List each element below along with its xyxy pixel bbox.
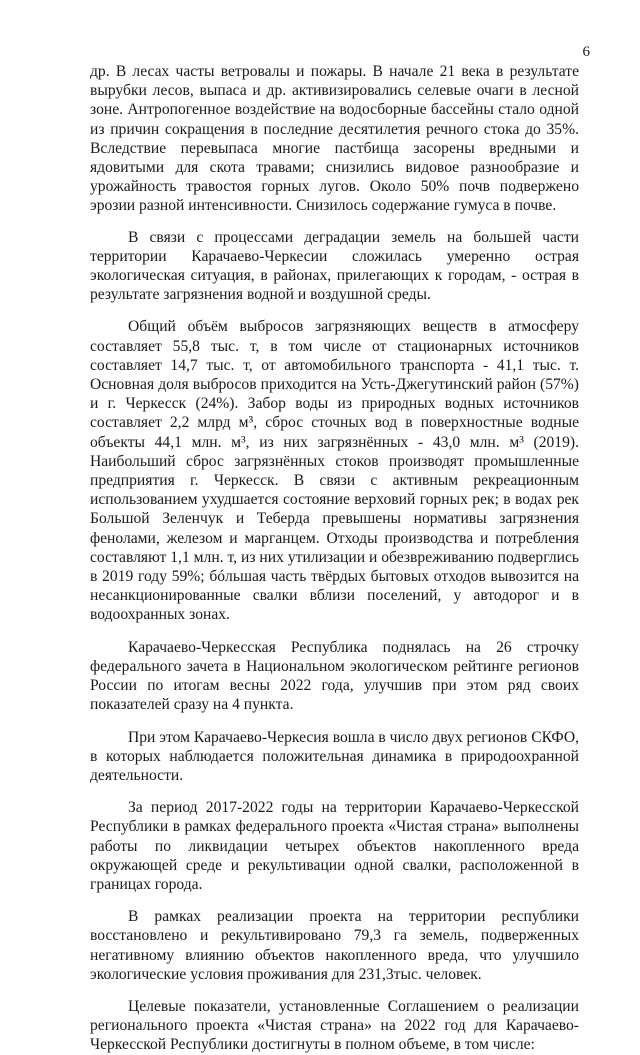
page-number: 6 bbox=[582, 44, 590, 60]
paragraph-emissions-water-waste: Общий объём выбросов загрязняющих веществ в атмосферу составляет 55,8 тыс. т, в том числе от стационарных источников составляет 14,7 тыс. т, от автомобильного транспорта - 41,1 тыс. т. Основная доля выбросов приходится на Усть-Джегутинский район (57%) и г. Черкесск (24%). Забор воды из природных водных источников составляет 2,2 млрд м³, сброс сточных вод в поверхностные водные объекты 44,1 млн. м³, из них загрязнённых - 43,0 млн. м³ (2019). Наибольший сброс загрязнённых стоков производят промышленные предприятия г. Черкесск. В связи с активным рекреационным использованием ухудшается состояние верховий горных рек; в водах рек Большой Зеленчук и Теберда превышены нормативы загрязнения фенолами, железом и марганцем. Отходы производства и потребления составляют 1,1 млн. т, из них утилизации и обезвреживанию подверглись в 2019 году 59%; бóльшая часть твёрдых бытовых отходов вывозится на несанкционированные свалки вблизи поселений, у автодорог и в водоохранных зонах. bbox=[90, 318, 579, 624]
paragraph-target-indicators: Целевые показатели, установленные Соглашением о реализации регионального проекта «Чистая страна» на 2022 год для Карачаево-Черкесской Республики достигнуты в полном объеме, в том числе: bbox=[90, 997, 579, 1054]
paragraph-national-rating: Карачаево-Черкесская Республика поднялась на 26 строчку федерального зачета в Национальном экологическом рейтинге регионов России по итогам весны 2022 года, улучшив при этом ряд своих показателей сразу на 4 пункта. bbox=[90, 638, 579, 714]
paragraph-skfo-dynamics: При этом Карачаево-Черкесия вошла в число двух регионов СКФО, в которых наблюдается положительная динамика в природоохранной деятельности. bbox=[90, 728, 579, 784]
document-body bbox=[90, 62, 579, 1055]
paragraph-degradation-causes: др. В лесах часты ветровалы и пожары. В начале 21 века в результате вырубки лесов, выпаса и др. активизировались селевые очаги в лесной зоне. Антропогенное воздействие на водосборные бассейны стало одной из причин сокращения в последние десятилетия речного стока до 35%. Вследствие перевыпаса многие пастбища засорены вредными и ядовитыми для скота травами; снизились видовое разнообразие и урожайность травостоя горных лугов. Около 50% почв подвержено эрозии разной интенсивности. Снизилось содержание гумуса в почве. bbox=[90, 63, 579, 215]
paragraph-recultivation: В рамках реализации проекта на территории республики восстановлено и рекультивировано 79,3 га земель, подверженных негативному влиянию объектов накопленного вреда, что улучшило экологические условия проживания для 231,3тыс. человек. bbox=[90, 908, 579, 983]
paragraph-ecological-situation: В связи с процессами деградации земель на большей части территории Карачаево-Черкесии сложилась умеренно острая экологическая ситуация, в районах, прилегающих к городам, - острая в результате загрязнения водной и воздушной среды. bbox=[90, 228, 579, 304]
paragraph-clean-country-works: За период 2017-2022 годы на территории Карачаево-Черкесской Республики в рамках федерального проекта «Чистая страна» выполнены работы по ликвидации четырех объектов накопленного вреда окружающей среде и рекультивации одной свалки, расположенной в границах города. bbox=[90, 799, 579, 893]
